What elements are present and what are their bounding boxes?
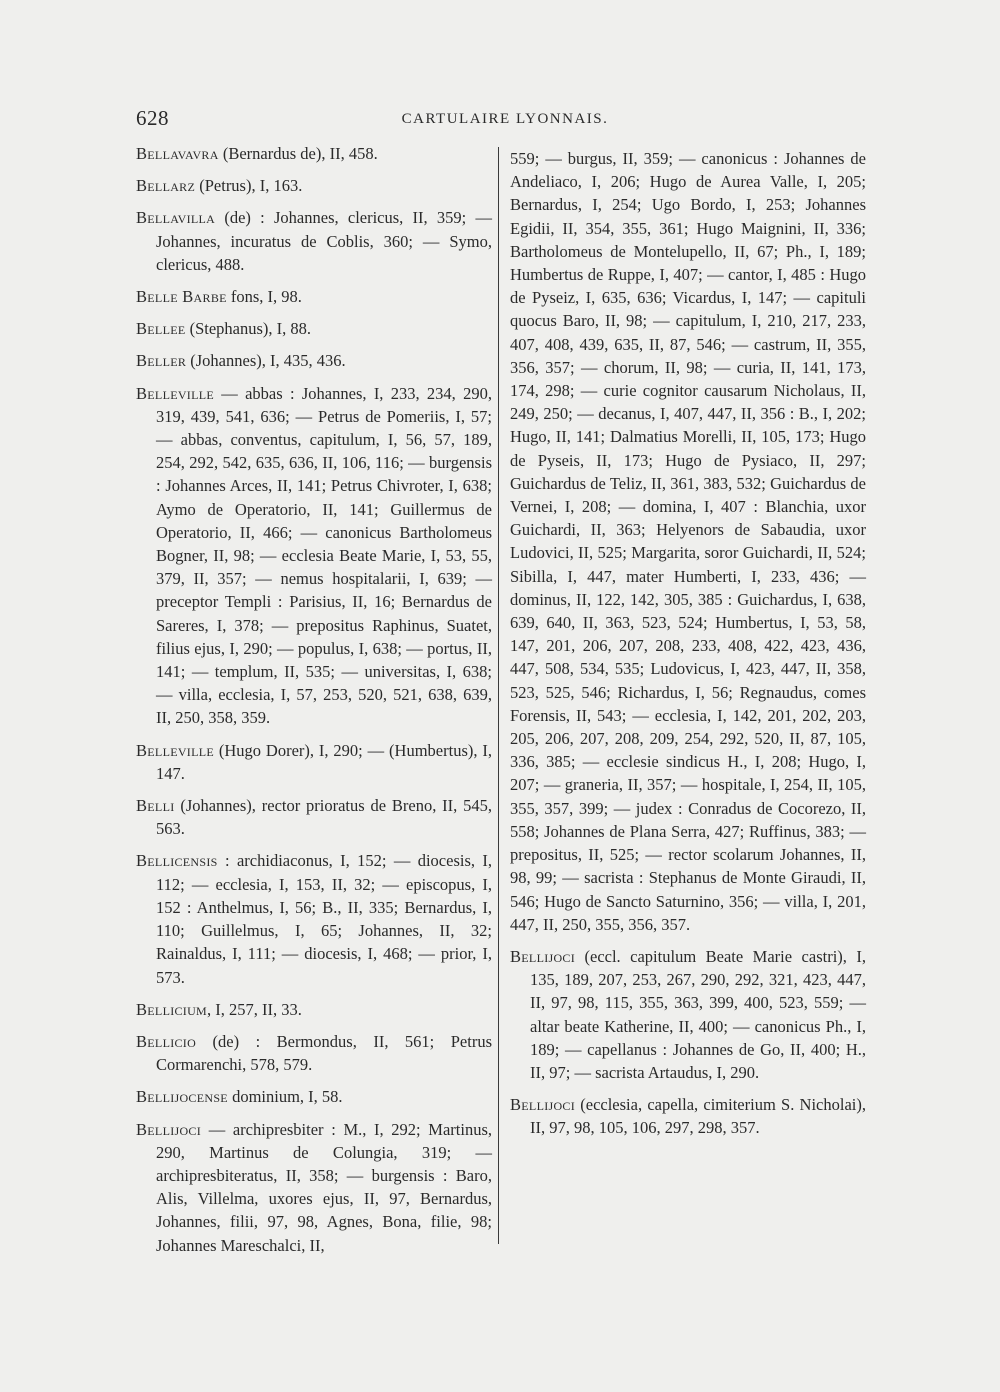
- entry-text: — archipresbiter : M., I, 292; Martinus, 290, Martinus de Colungia, 319; — archipresbiteratus, II, 358; — burgensis : Baro, Alis, Villelma, uxores ejus, II, 97, Bernardus, Johannes, filii, 97, 98, Agnes, Bona, filie, 98; Johannes Mareschalci, II,: [156, 1119, 492, 1255]
- entry-text: (Stephanus), I, 88.: [185, 319, 312, 339]
- column-divider: [498, 147, 499, 1244]
- entry-text: , I, 257, II, 33.: [207, 999, 302, 1019]
- index-entry: [510, 1093, 866, 1139]
- entry-headword: Bellijoci: [136, 1119, 202, 1139]
- index-entry: [136, 382, 492, 730]
- entry-text: (Bernardus de), II, 458.: [218, 144, 378, 163]
- index-entry: [136, 1085, 492, 1108]
- entry-headword: Bellavavra: [136, 144, 219, 163]
- entry-text: 559; — burgus, II, 359; — canonicus : Johannes de Andeliaco, I, 206; Hugo de Aurea Valle, I, 205; Bernardus, I, 254; Ugo Bordo, I, 253; Johannes Egidii, II, 354, 355, 361; Hugo Maignini, II, 336; Bartholomeus de Montelupello, II, 67; Ph., I, 189; Humbertus de Ruppe, I, 407; — cantor, I, 485 : Hugo de Pyseiz, I, 635, 636; Vicardus, I, 147; — capituli quocus Baro, II, 98; — capitulum, I, 210, 217, 233, 407, 408, 439, 635, II, 87, 546; — castrum, II, 355, 356, 357; — chorum, II, 98; — curia, II, 141, 173, 174, 298; — curie cognitor causarum Nicholaus, II, 249, 250; — decanus, I, 407, 447, II, 356 : B., I, 202; Hugo, II, 141; Dalmatius Morelli, II, 105, 173; Hugo de Pyseis, II, 173; Hugo de Pysiaco, II, 297; Guichardus de Teliz, II, 361, 383, 532; Guichardus de Vernei, I, 208; — domina, I, 407 : Blanchia, uxor Guichardi, II, 363; Helyenors de Sabaudia, uxor Ludovici, II, 525; Margarita, soror Guichardi, II, 524; Sibilla, I, 447, mater Humberti, I, 233, 436; — dominus, II, 122, 142, 305, 385 : Guichardus, I, 638, 639, 640, II, 363, 523, 524; Humbertus, I, 53, 58, 147, 201, 206, 207, 208, 233, 408, 422, 423, 436, 447, 508, 534, 535; Ludovicus, I, 423, 447, II, 358, 523, 525, 546; Richardus, I, 56; Regnaudus, comes Forensis, II, 543; — ecclesia, I, 142, 201, 202, 203, 205, 206, 207, 208, 209, 254, 292, 520, II, 87, 105, 336, 385; — ecclesie sindicus H., I, 208; Hugo, I, 207; — graneria, II, 357; — hospitale, I, 254, II, 105, 355, 357, 399; — judex : Conradus de Cocorezo, II, 558; Johannes de Plana Serra, 427; Ruffinus, 383; — prepositus, II, 525; — rector scolarum Johannes, II, 98, 99; — sacrista : Stephanus de Monte Giraudi, II, 546; Hugo de Sancto Saturnino, 356; — villa, I, 201, 447, II, 250, 355, 356, 357.: [510, 149, 866, 934]
- entry-headword: Bellicio: [136, 1031, 197, 1051]
- index-entry: [510, 945, 866, 1084]
- entry-headword: Belli: [136, 796, 175, 816]
- index-entry: [136, 317, 492, 340]
- index-entry: [136, 206, 492, 276]
- index-entry: [136, 794, 492, 840]
- entry-headword: Belleville: [136, 383, 214, 403]
- entry-headword: Bellavilla: [136, 208, 216, 228]
- index-entry: [136, 1030, 492, 1076]
- entry-text: fons, I, 98.: [226, 287, 302, 307]
- entry-text: (de) : Johannes, clericus, II, 359; — Johannes, incuratus de Coblis, 360; — Symo, clericus, 488.: [156, 208, 492, 274]
- entry-headword: Bellijocense: [136, 1087, 228, 1107]
- entry-headword: Beller: [136, 351, 187, 371]
- entry-headword: Belle Barbe: [136, 287, 227, 307]
- entry-text: (de) : Bermondus, II, 561; Petrus Cormarenchi, 578, 579.: [156, 1031, 492, 1075]
- index-entry-continuation: [510, 147, 866, 936]
- index-entry: [136, 285, 492, 308]
- index-entry: [136, 349, 492, 372]
- index-entry: [136, 849, 492, 988]
- entry-headword: Bellijoci: [510, 1095, 576, 1115]
- left-column: [136, 142, 492, 1266]
- index-entry: [136, 174, 492, 197]
- entry-text: dominium, I, 58.: [227, 1087, 343, 1107]
- index-entry: [136, 142, 492, 165]
- entry-text: (eccl. capitulum Beate Marie castri), I, 135, 189, 207, 253, 267, 290, 292, 321, 423, 447, II, 97, 98, 115, 355, 363, 399, 400, 523, 559; — altar beate Katherine, II, 400; — canonicus Ph., I, 189; — capellanus : Johannes de Go, II, 400; H., II, 97; — sacrista Artaudus, I, 290.: [530, 946, 866, 1082]
- entry-text: — abbas : Johannes, I, 233, 234, 290, 319, 439, 541, 636; — Petrus de Pomeriis, I, 57; — abbas, conventus, capitulum, I, 56, 57, 189, 254, 292, 542, 635, 636, II, 106, 116; — burgensis : Johannes Arces, II, 141; Petrus Chivroter, I, 638; Aymo de Operatorio, II, 141; Guillermus de Operatorio, II, 466; — canonicus Bartholomeus Bogner, II, 98; — ecclesia Beate Marie, I, 53, 55, 379, II, 357; — nemus hospitalarii, I, 639; — preceptor Templi : Parisius, II, 16; Bernardus de Sareres, I, 378; — prepositus Raphinus, Suatet, filius ejus, I, 290; — populus, I, 638; — portus, II, 141; — templum, II, 535; — universitas, I, 638; — villa, ecclesia, I, 57, 253, 520, 521, 638, 639, II, 250, 358, 359.: [156, 383, 492, 728]
- entry-text: (Johannes), rector prioratus de Breno, II, 545, 563.: [156, 796, 492, 839]
- right-column: [510, 147, 866, 1149]
- entry-text: (Johannes), I, 435, 436.: [186, 351, 346, 371]
- running-head: CARTULAIRE LYONNAIS.: [401, 111, 609, 127]
- entry-text: (Petrus), I, 163.: [195, 176, 303, 196]
- entry-headword: Bellicium: [136, 999, 208, 1019]
- entry-text: (Hugo Dorer), I, 290; — (Humbertus), I, 147.: [156, 740, 492, 783]
- entry-headword: Bellarz: [136, 176, 196, 196]
- index-entry: [136, 1118, 492, 1257]
- page-number: 628: [136, 106, 169, 130]
- entry-headword: Bellijoci: [510, 946, 576, 966]
- entry-text: : archidiaconus, I, 152; — diocesis, I, 112; — ecclesia, I, 153, II, 32; — episcopus, I, 152 : Anthelmus, I, 56; B., II, 335; Bernardus, I, 110; Guillelmus, I, 65; Johannes, II, 32; Rainaldus, I, 111; — diocesis, I, 468; — prior, I, 573.: [156, 851, 492, 987]
- entry-headword: Bellee: [136, 319, 186, 339]
- index-entry: [136, 998, 492, 1021]
- index-entry: [136, 739, 492, 785]
- entry-headword: Belleville: [136, 740, 214, 760]
- entry-text: (ecclesia, capella, cimiterium S. Nicholai), II, 97, 98, 105, 106, 297, 298, 357.: [530, 1095, 866, 1138]
- entry-headword: Bellicensis: [136, 851, 218, 871]
